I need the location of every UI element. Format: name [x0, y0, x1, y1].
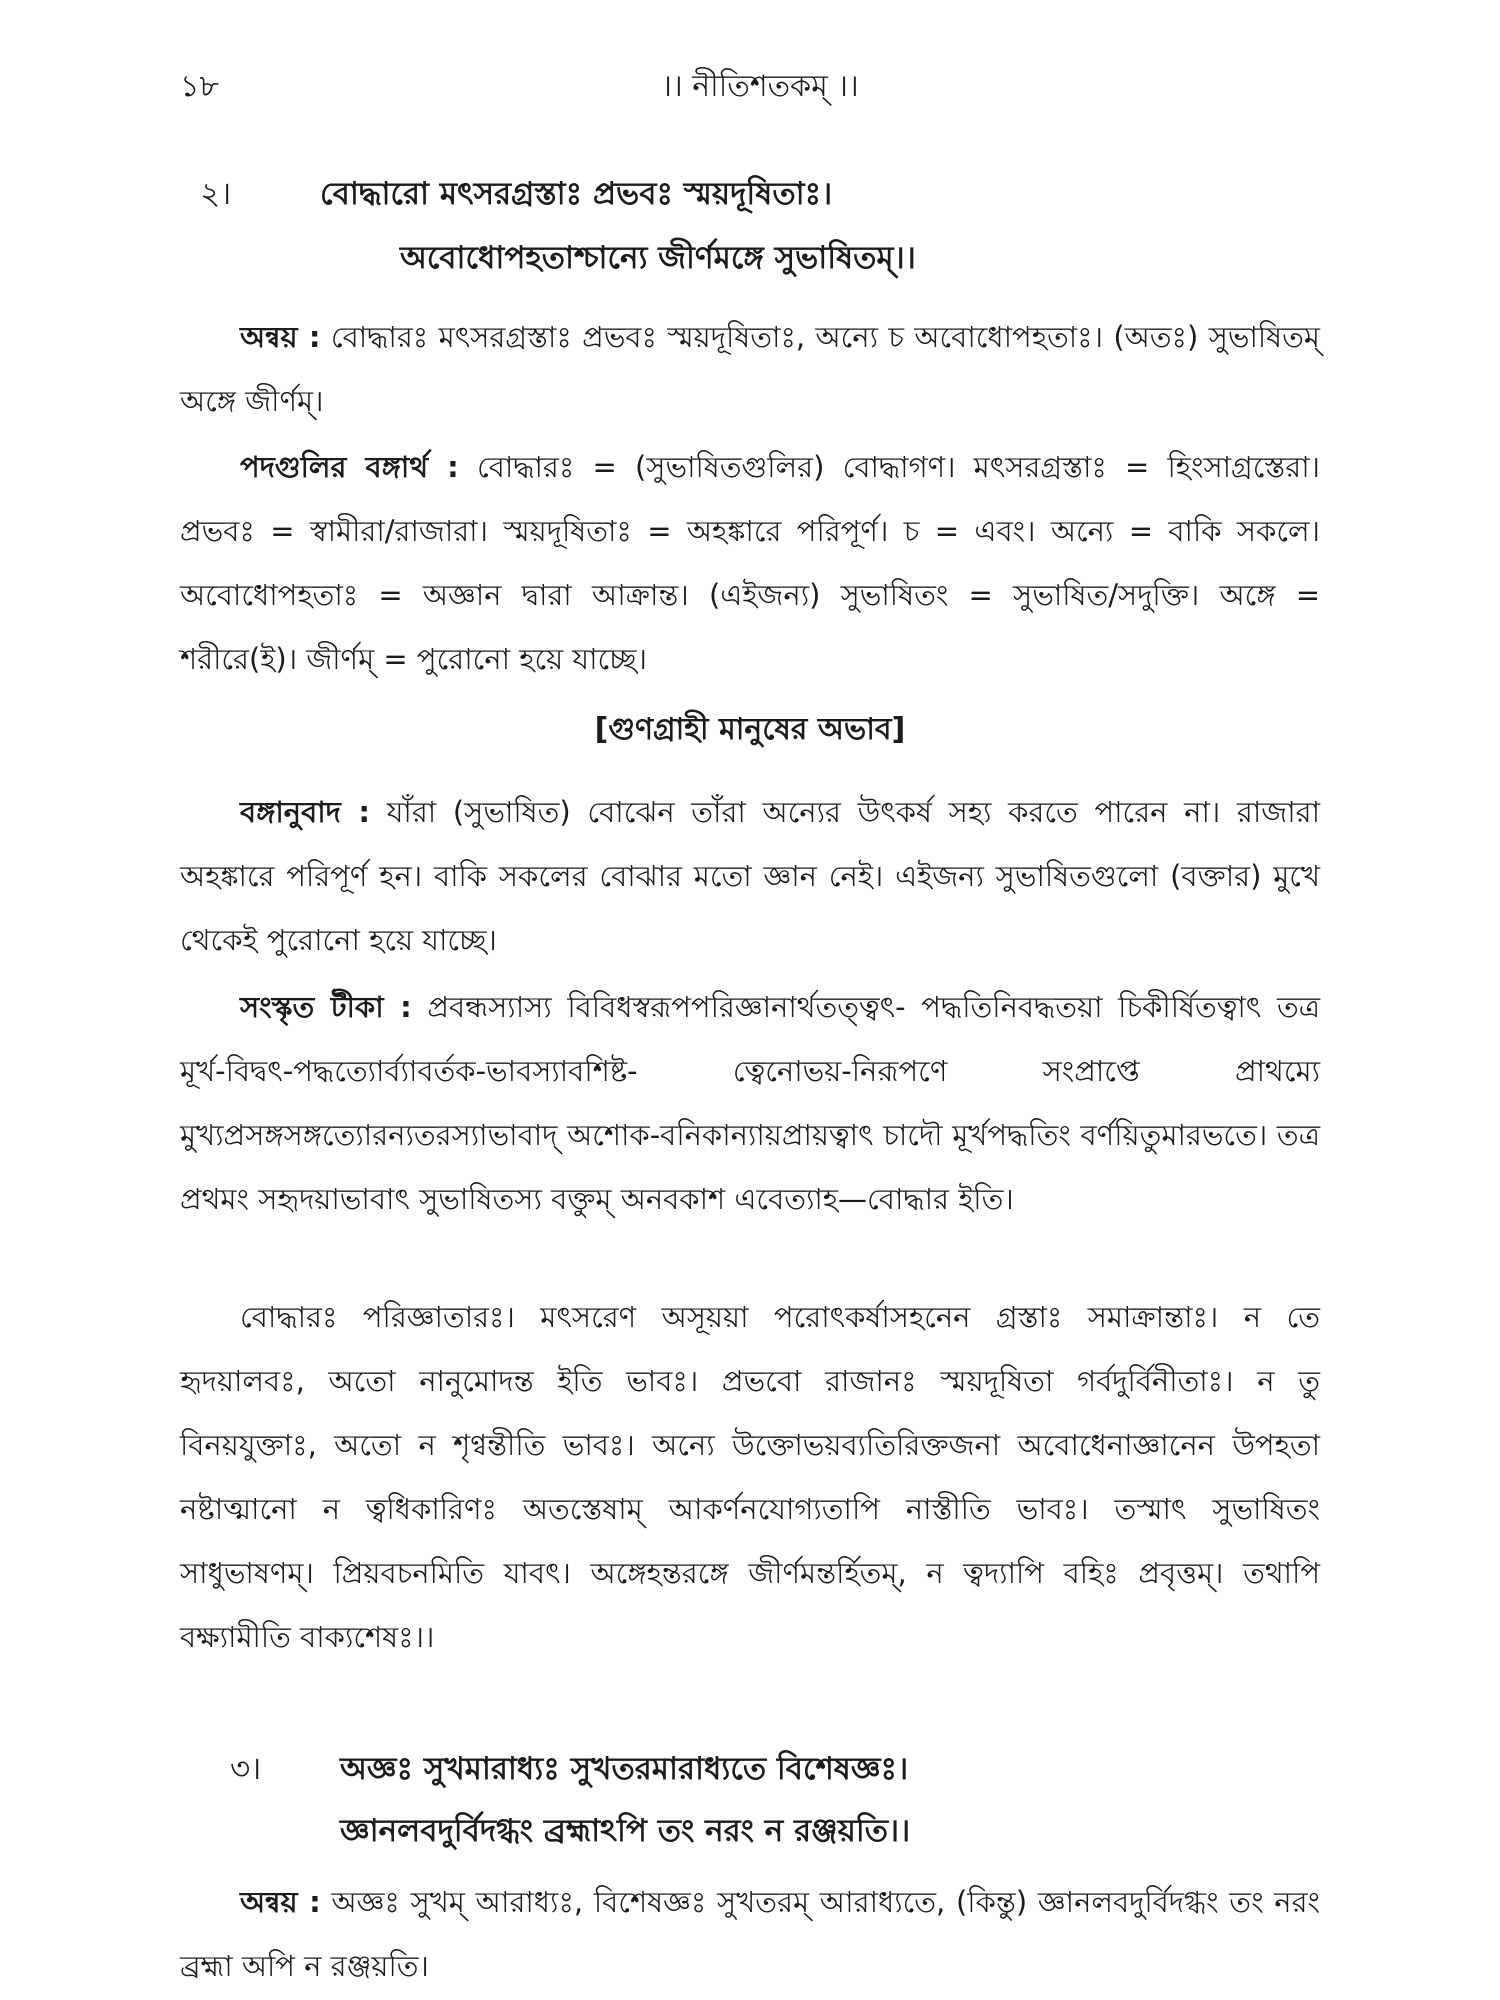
page-number: ১৮: [180, 69, 219, 104]
anvaya-label: অন্বয় :: [240, 1885, 321, 1919]
verse-line-1: বোদ্ধারো মৎসরগ্রস্তাঃ প্রভবঃ স্ময়দূষিতাঃ।: [320, 176, 833, 212]
verse-3: [230, 1745, 1330, 1855]
anvaya-2: [180, 305, 1320, 433]
running-title: ।। নীতিশতকম্ ।।: [661, 69, 859, 104]
word-meaning-label: পদগুলির বঙ্গার্থ :: [240, 450, 459, 484]
verse-line-2: জ্ঞানলবদুর্বিদগ্ধং ব্রহ্মাঽপি তং নরং ন রঞ্জয়তি।।: [340, 1813, 911, 1849]
word-meaning-2: [180, 435, 1320, 691]
verse-number: ২।: [200, 176, 232, 212]
page-header: [180, 62, 1340, 112]
tika-text: প্রবন্ধস্যাস্য বিবিধস্বরূপপরিজ্ঞানার্থতত্ত্বৎ- পদ্ধতিনিবদ্ধতয়া চিকীর্ষিতত্বাৎ তত্র মূর্খ-বিদ্বৎ-পদ্ধত্যোর্ব্যাবর্তক-ভাবস্যাবশিষ্ট- ত্বেনোভয়-নিরূপণে সংপ্রাপ্তে প্রাথম্যে মুখ্যপ্রসঙ্গসঙ্গত্যোরন্যতরস্যাভাবাদ্ অশোক-বনিকান্যায়প্রায়ত্বাৎ চাদৌ মূর্খপদ্ধতিং বর্ণয়িতুমারভতে। তত্র প্রথমং সহৃদয়াভাবাৎ সুভাষিতস্য বক্তুম্ অনবকাশ এবেত্যাহ—বোদ্ধার ইতি।: [180, 990, 1321, 1216]
translation-2: [180, 780, 1320, 972]
anvaya-label: অন্বয় :: [240, 320, 321, 354]
anvaya-text: বোদ্ধারঃ মৎসরগ্রস্তাঃ প্রভবঃ স্ময়দূষিতাঃ, অন্যে চ অবোধোপহতাঃ। (অতঃ) সুভাষিতম্ অঙ্গে জীর্ণম্।: [180, 320, 1321, 418]
translation-label: বঙ্গানুবাদ :: [240, 795, 371, 829]
translation-text: যাঁরা (সুভাষিত) বোঝেন তাঁরা অন্যের উৎকর্ষ সহ্য করতে পারেন না। রাজারা অহঙ্কারে পরিপূর্ণ হন। বাকি সকলের বোঝার মতো জ্ঞান নেই। এইজন্য সুভাষিতগুলো (বক্তার) মুখে থেকেই পুরোনো হয়ে যাচ্ছে।: [180, 795, 1320, 957]
tika-label: সংস্কৃত টীকা :: [240, 990, 412, 1024]
word-meaning-text: বোদ্ধারঃ = (সুভাষিতগুলির) বোদ্ধাগণ। মৎসরগ্রস্তাঃ = হিংসাগ্রস্তেরা। প্রভবঃ = স্বামীরা/রাজারা। স্ময়দূষিতাঃ = অহঙ্কারে পরিপূর্ণ। চ = এবং। অন্যে = বাকি সকলে। অবোধোপহতাঃ = অজ্ঞান দ্বারা আক্রান্ত। (এইজন্য) সুভাষিতং = সুভাষিত/সদুক্তি। অঙ্গে = শরীরে(ই)। জীর্ণম্ = পুরোনো হয়ে যাচ্ছে।: [180, 450, 1320, 676]
verse-line-2: অবোধোপহতাশ্চান্যে জীর্ণমঙ্গে সুভাষিতম্।।: [400, 240, 916, 276]
commentary-text: বোদ্ধারঃ পরিজ্ঞাতারঃ। মৎসরেণ অসূয়য়া পরোৎকর্ষাসহনেন গ্রস্তাঃ সমাক্রান্তাঃ। ন তে হৃদয়ালবঃ, অতো নানুমোদন্ত ইতি ভাবঃ। প্রভবো রাজানঃ স্ময়দূষিতা গর্বদুর্বিনীতাঃ। ন তু বিনয়যুক্তাঃ, অতো ন শৃণ্বন্তীতি ভাবঃ। অন্যে উক্তোভয়ব্যতিরিক্তজনা অবোধেনাজ্ঞানেন উপহতা নষ্টাত্মানো ন ত্বধিকারিণঃ অতস্তেষাম্ আকর্ণনযোগ্যতাপি নাস্তীতি ভাবঃ। তস্মাৎ সুভাষিতং সাধুভাষণম্। প্রিয়বচনমিতি যাবৎ। অঙ্গেহন্তরঙ্গে জীর্ণমন্তর্হিতম্, ন ত্বদ্যাপি বহিঃ প্রবৃত্তম্। তথাপি বক্ষ্যামীতি বাক্যশেষঃ।।: [180, 1300, 1320, 1654]
verse-line-1: অজ্ঞঃ সুখমারাধ্যঃ সুখতরমারাধ্যতে বিশেষজ্ঞঃ।: [340, 1751, 909, 1787]
anvaya-3: [180, 1870, 1320, 1998]
sanskrit-tika-2: [180, 975, 1320, 1231]
verse-2: [200, 160, 1340, 280]
verse-number: ৩।: [230, 1751, 262, 1787]
commentary-2: [180, 1285, 1320, 1669]
section-heading: [গুণগ্রাহী মানুষের অভাব]: [594, 712, 906, 747]
anvaya-text: অজ্ঞঃ সুখম্ আরাধ্যঃ, বিশেষজ্ঞঃ সুখতরম্ আরাধ্যতে, (কিন্তু) জ্ঞানলবদুর্বিদগ্ধং তং নরং ব্রহ্মা অপি ন রঞ্জয়তি।: [180, 1885, 1321, 1983]
